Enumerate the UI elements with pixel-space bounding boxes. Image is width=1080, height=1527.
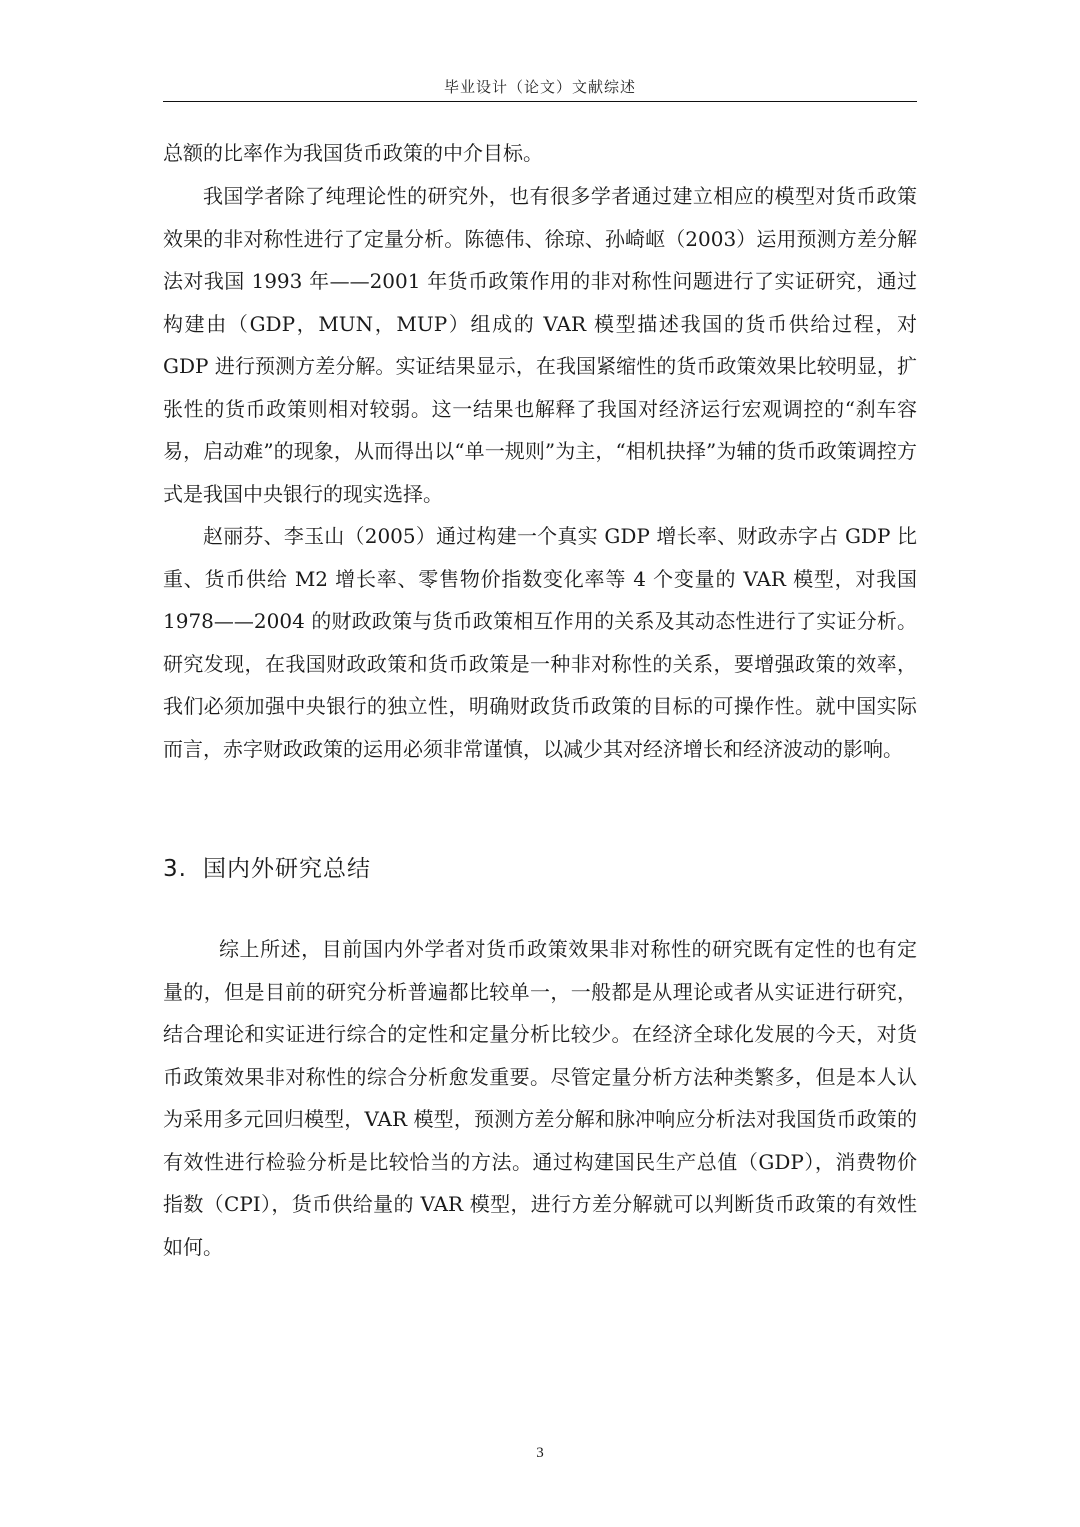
paragraph-domestic-models: 我国学者除了纯理论性的研究外，也有很多学者通过建立相应的模型对货币政策效果的非对称性进行了定量分析。陈德伟、徐琼、孙崎岖（2003）运用预测方差分解法对我国 1993 年——2001 年货币政策作用的非对称性问题进行了实证研究，通过构建由（GDP，MUN，MUP）组成的 VAR 模型描述我国的货币供给过程，对 GDP 进行预测方差分解。实证结果显示，在我国紧缩性的货币政策效果比较明显，扩张性的货币政策则相对较弱。这一结果也解释了我国对经济运行宏观调控的“刹车容易，启动难”的现象，从而得出以“单一规则”为主，“相机抉择”为辅的货币政策调控方式是我国中央银行的现实选择。 xyxy=(163,184,917,506)
paragraph-summary: 综上所述，目前国内外学者对货币政策效果非对称性的研究既有定性的也有定量的，但是目前的研究分析普遍都比较单一，一般都是从理论或者从实证进行研究，结合理论和实证进行综合的定性和定量分析比较少。在经济全球化发展的今天，对货币政策效果非对称性的综合分析愈发重要。尽管定量分析方法种类繁多，但是本人认为采用多元回归模型，VAR 模型，预测方差分解和脉冲响应分析法对我国货币政策的有效性进行检验分析是比较恰当的方法。通过构建国民生产总值（GDP），消费物价指数（CPI），货币供给量的 VAR 模型，进行方差分解就可以判断货币政策的有效性如何。 xyxy=(163,937,917,1259)
paragraph-continuation: 总额的比率作为我国货币政策的中介目标。 xyxy=(163,141,543,165)
paragraph-fiscal-monetary: 赵丽芬、李玉山（2005）通过构建一个真实 GDP 增长率、财政赤字占 GDP 比重、货币供给 M2 增长率、零售物价指数变化率等 4 个变量的 VAR 模型，对我国 1978——2004 的财政政策与货币政策相互作用的关系及其动态性进行了实证分析。研究发现，在我国财政政策和货币政策是一种非对称性的关系，要增强政策的效率，我们必须加强中央银行的独立性，明确财政货币政策的目标的可操作性。就中国实际而言，赤字财政政策的运用必须非常谨慎，以减少其对经济增长和经济波动的影响。 xyxy=(163,524,917,761)
page-number: 3 xyxy=(536,1445,544,1461)
section-number: 3. xyxy=(163,856,187,882)
section-title: 国内外研究总结 xyxy=(203,856,371,882)
section-heading xyxy=(163,850,371,883)
header-divider xyxy=(163,101,917,102)
page-header: 毕业设计（论文）文献综述 xyxy=(443,78,636,96)
